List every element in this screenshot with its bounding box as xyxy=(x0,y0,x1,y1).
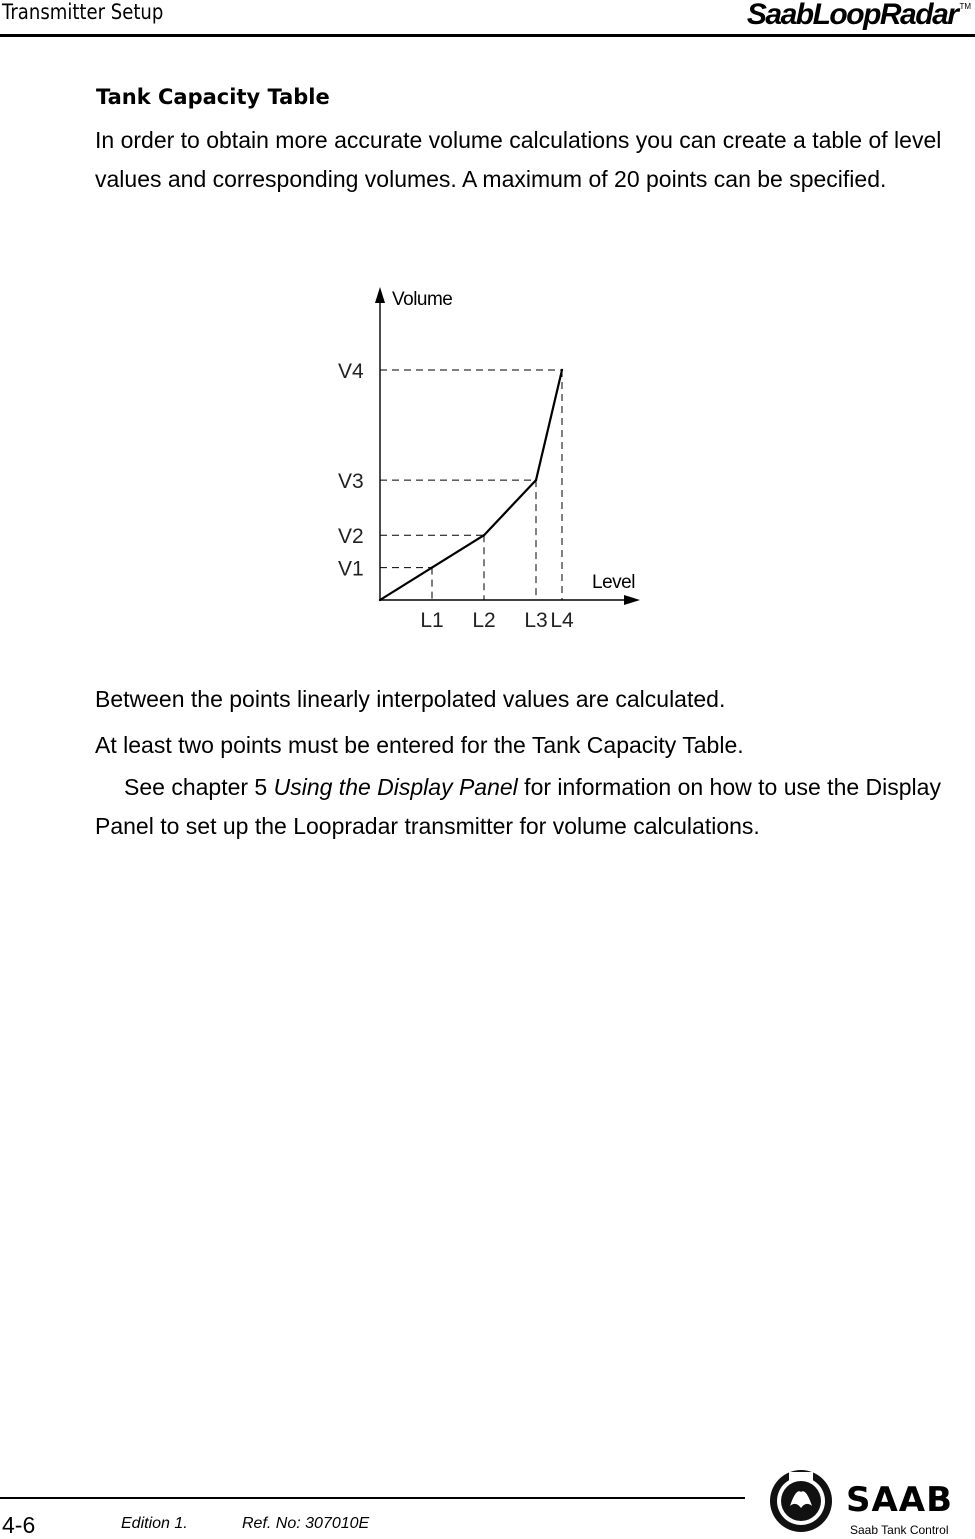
x-axis-arrow-icon xyxy=(624,595,640,605)
x-tick-label: L2 xyxy=(472,609,496,632)
x-tick-label: L4 xyxy=(550,609,574,632)
running-head-section: Transmitter Setup xyxy=(2,0,164,24)
data-point xyxy=(379,599,381,601)
section-title: Tank Capacity Table xyxy=(96,85,330,109)
trademark-mark: TM xyxy=(959,2,971,11)
minimum-points-note: At least two points must be entered for the Tank Capacity Table. xyxy=(95,732,744,758)
saab-wordmark: SAAB xyxy=(846,1480,954,1520)
page-number: 4-6 xyxy=(2,1512,36,1538)
y-axis-title: Volume xyxy=(392,289,453,310)
intro-paragraph: In order to obtain more accurate volume calculations you can create a table of level values and corresponding volumes. A maximum of 20 points can be specified. xyxy=(95,127,942,192)
x-tick-label: L1 xyxy=(420,609,444,632)
saab-aerospace-seal-icon xyxy=(768,1468,834,1534)
y-axis-arrow-icon xyxy=(375,287,385,303)
data-point xyxy=(535,479,537,481)
header-rule xyxy=(0,34,975,37)
interpolation-note: Between the points linearly interpolated values are calculated. xyxy=(95,686,726,712)
y-tick-label: V4 xyxy=(338,359,364,383)
tank-capacity-chart xyxy=(320,275,660,645)
y-tick-label: V2 xyxy=(338,525,364,549)
x-axis-title: Level xyxy=(592,572,635,593)
see-chapter-text: See chapter 5 xyxy=(124,774,274,800)
see-chapter-note xyxy=(95,768,957,846)
y-tick-label: V3 xyxy=(338,470,364,494)
reference-number: Ref. No: 307010E xyxy=(242,1515,370,1532)
footer-rule xyxy=(0,1497,745,1499)
data-point xyxy=(483,534,485,536)
chapter-title-reference: Using the Display Panel xyxy=(273,774,518,800)
see-chapter-text-end: for information on how to use the Display Panel to set up the Loopradar transmitter for volume calculations. xyxy=(95,774,941,839)
data-point xyxy=(561,369,563,371)
edition-label: Edition 1. xyxy=(121,1515,188,1532)
brand-name: SaabLoopRadar xyxy=(746,0,958,31)
data-point xyxy=(431,566,433,568)
company-name: Saab Tank Control xyxy=(850,1523,949,1537)
capacity-curve xyxy=(380,370,562,600)
x-tick-label: L3 xyxy=(524,609,548,632)
y-tick-label: V1 xyxy=(338,557,364,581)
running-head-brand xyxy=(747,0,971,32)
